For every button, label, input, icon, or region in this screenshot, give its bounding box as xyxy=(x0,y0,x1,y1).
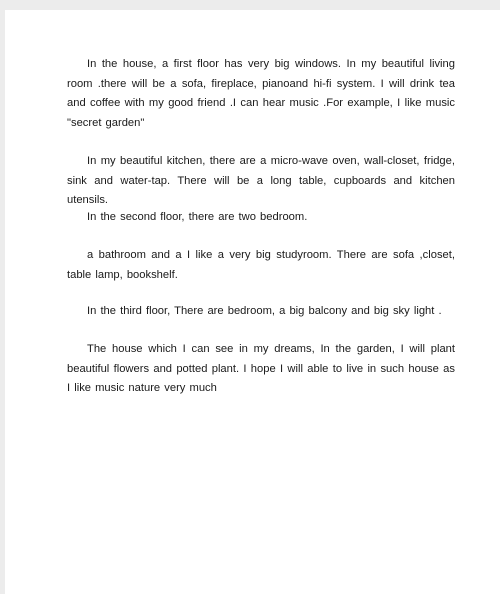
paragraph-first-floor: In the house, a first floor has very big windows. In my beautiful living room .there will be a sofa, fireplace, pianoand hi-fi system. I will drink tea and coffee with my good friend .I can hear music .For example, I like music "secret garden" xyxy=(67,58,455,130)
paragraph-bathroom: a bathroom and a I like a very big studyroom. There are sofa ,closet, table lamp, bookshelf. xyxy=(67,249,455,281)
paragraph-kitchen: In my beautiful kitchen, there are a micro-wave oven, wall-closet, fridge, sink and water-tap. There will be a long table, cupboards and kitchen utensils. xyxy=(67,155,455,207)
paragraph-second-floor: In the second floor, there are two bedroom. xyxy=(87,211,308,223)
paragraph-third-floor: In the third floor, There are bedroom, a big balcony and big sky light . xyxy=(87,305,442,317)
paragraph-garden: The house which I can see in my dreams, In the garden, I will plant beautiful flowers and potted plant. I hope I will able to live in such house as I like music nature very much xyxy=(67,343,455,395)
document-page xyxy=(5,10,500,594)
